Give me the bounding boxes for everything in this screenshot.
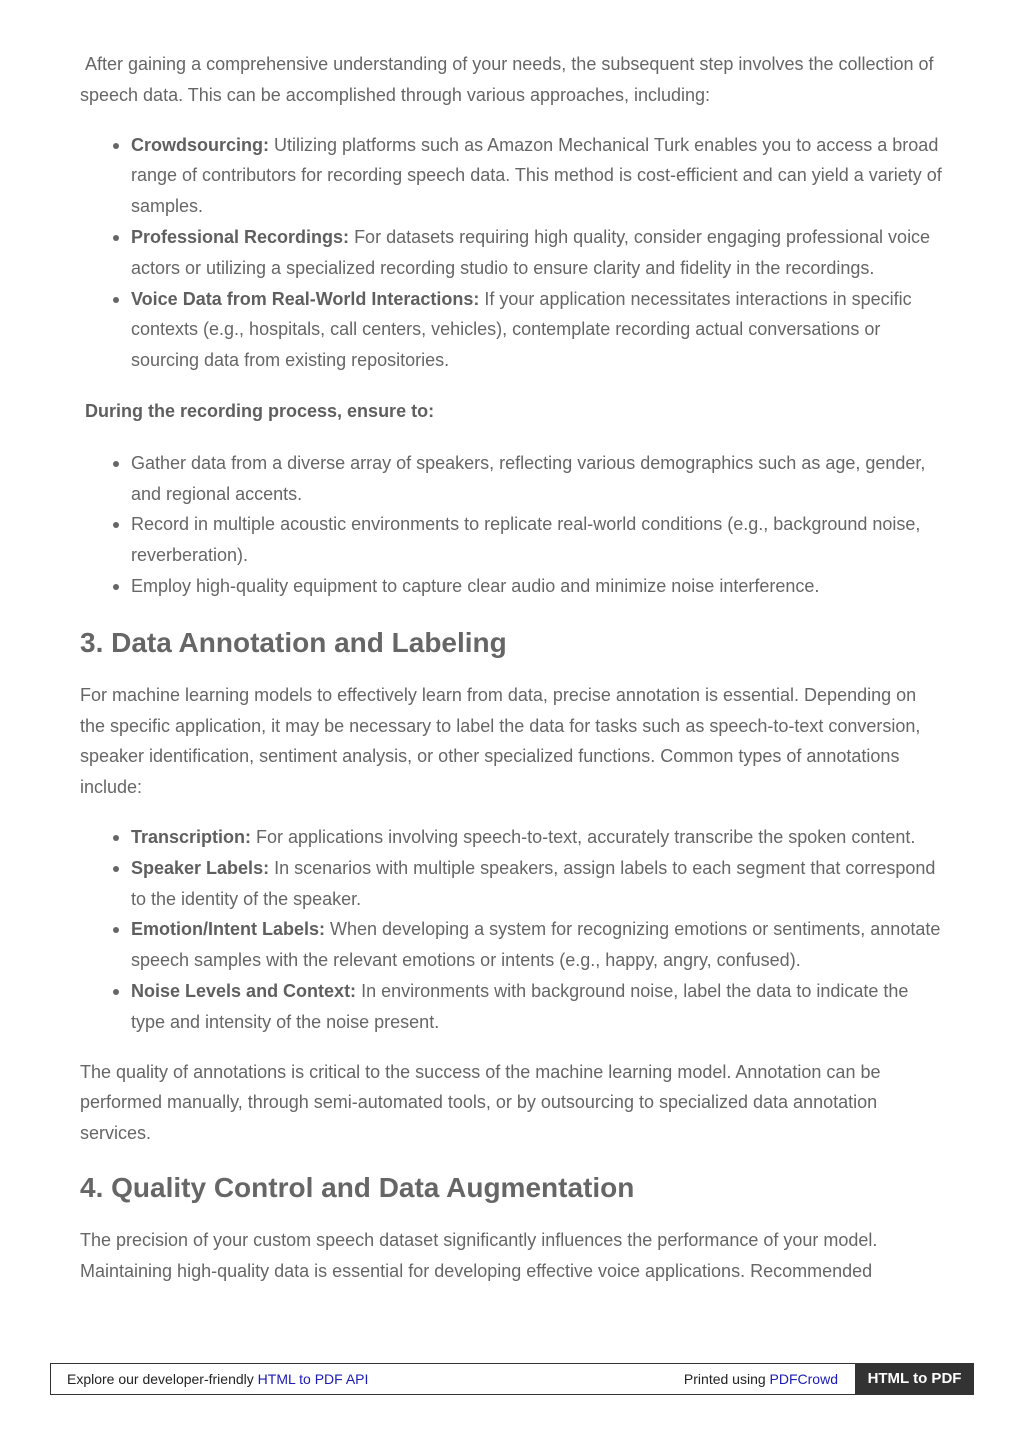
list-item-term: Emotion/Intent Labels: (131, 919, 326, 940)
list-item-text: If your application necessitates interactions in specific contexts (e.g., hospitals, call centers, vehicles), contemplate recording actual conversations or sourcing data from existing repositories. (131, 288, 912, 371)
list-item (131, 853, 946, 915)
list-item-term: Noise Levels and Context: (131, 980, 357, 1001)
list-item-text: For applications involving speech-to-text, accurately transcribe the spoken content. (251, 826, 916, 847)
list-item: Employ high-quality equipment to capture clear audio and minimize noise interference. (131, 571, 946, 602)
document-content (80, 49, 946, 1287)
list-item-term: Voice Data from Real-World Interactions: (131, 288, 480, 309)
list-item-text: In scenarios with multiple speakers, assign labels to each segment that correspond to the identity of the speaker. (131, 857, 936, 909)
section4-paragraph: The precision of your custom speech dataset significantly influences the performance of your model. Maintaining high-quality data is essential for developing effective voice applications. Recommended (80, 1229, 878, 1281)
section3-paragraph: For machine learning models to effectively learn from data, precise annotation is essential. Depending on the specific application, it may be necessary to label the data for tasks such as speech-to-text conversion, speaker identification, sentiment analysis, or other specialized functions. Common types of annotations include: (80, 684, 921, 798)
list-item (131, 130, 946, 222)
list-item (131, 914, 946, 976)
recording-subheading: During the recording process, ensure to: (85, 400, 435, 421)
html-to-pdf-api-link[interactable]: HTML to PDF API (257, 1371, 369, 1387)
list-item-text: Utilizing platforms such as Amazon Mechanical Turk enables you to access a broad range of contributors for recording speech data. This method is cost-efficient and can yield a variety of samples. (131, 134, 942, 217)
list-item: Record in multiple acoustic environments to replicate real-world conditions (e.g., background noise, reverberation). (131, 509, 946, 571)
list-item (131, 284, 946, 376)
footer-promo (67, 1371, 368, 1387)
list-item-term: Crowdsourcing: (131, 134, 269, 155)
pdf-footer-banner (50, 1363, 974, 1395)
list-item-text: When developing a system for recognizing emotions or sentiments, annotate speech samples with the relevant emotions or intents (e.g., happy, angry, confused). (131, 919, 941, 971)
section-heading: 4. Quality Control and Data Augmentation (80, 1171, 635, 1203)
section-heading: 3. Data Annotation and Labeling (80, 626, 507, 658)
list-item-term: Professional Recordings: (131, 226, 350, 247)
list-item-term: Speaker Labels: (131, 857, 270, 878)
list-item (131, 822, 946, 853)
footer-printed-using (684, 1371, 838, 1387)
list-item (131, 222, 946, 284)
recording-tips-list (80, 448, 946, 602)
list-item (131, 976, 946, 1038)
annotation-types-list (80, 822, 946, 1038)
intro-paragraph: After gaining a comprehensive understanding of your needs, the subsequent step involves the collection of speech data. This can be accomplished through various approaches, including: (80, 54, 934, 105)
footer-printed-text: Printed using (683, 1371, 770, 1387)
list-item: Gather data from a diverse array of speakers, reflecting various demographics such as age, gender, and regional accents. (131, 448, 946, 510)
list-item-term: Transcription: (131, 826, 252, 847)
collection-methods-list (80, 130, 946, 376)
footer-explore-text: Explore our developer-friendly (67, 1371, 258, 1387)
pdfcrowd-link[interactable]: PDFCrowd (769, 1371, 838, 1387)
section3-closing-paragraph: The quality of annotations is critical to the success of the machine learning model. Annotation can be performed manually, through semi-automated tools, or by outsourcing to specialized data annotation services. (80, 1061, 881, 1144)
list-item-text: In environments with background noise, label the data to indicate the type and intensity of the noise present. (131, 980, 909, 1032)
list-item-text: For datasets requiring high quality, consider engaging professional voice actors or utilizing a specialized recording studio to ensure clarity and fidelity in the recordings. (131, 226, 931, 278)
html-to-pdf-badge[interactable]: HTML to PDF (855, 1363, 974, 1395)
